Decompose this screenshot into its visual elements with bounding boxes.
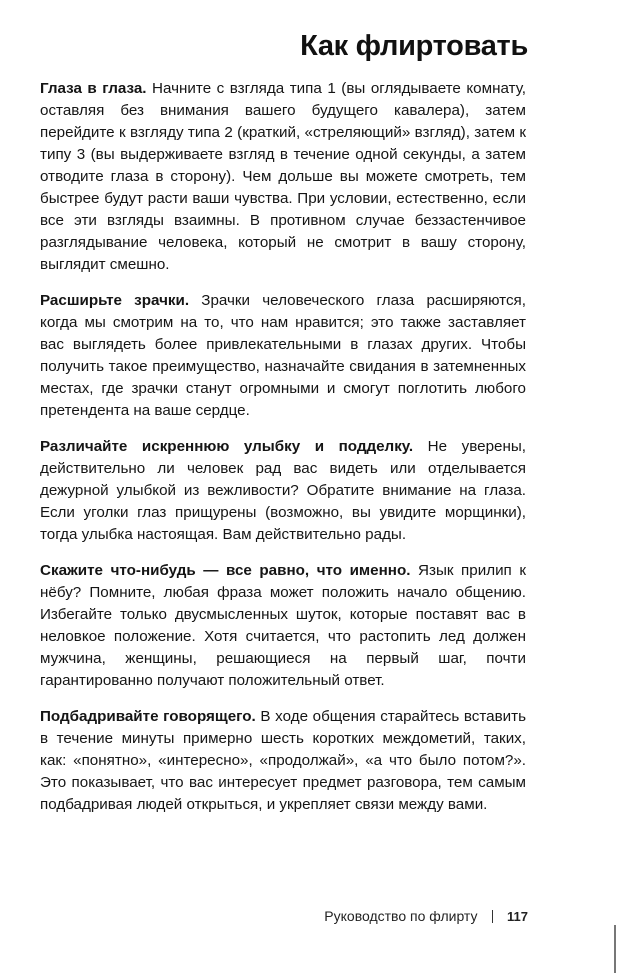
footer-separator [492, 910, 494, 923]
paragraph-encourage [40, 706, 526, 816]
paragraph-lead: Подбадривайте говорящего. [40, 708, 256, 725]
paragraph-text: В ходе общения старайтесь вставить в течение минуты примерно шесть коротких междометий, таких, как: «понятно», «интересно», «продолжай», «а что было потом?». Это показывает, что вас интересует предмет разговора, тем самым подбадривая людей открыться, и укрепляет связи между вами. [40, 708, 526, 813]
paragraph-lead: Расширьте зрачки. [40, 292, 190, 309]
page-title: Как флиртовать [300, 30, 528, 62]
paragraph-text: Начните с взгляда типа 1 (вы оглядываете комнату, оставляя без внимания вашего будущего кавалера), затем перейдите к взгляду типа 2 (краткий, «стреляющий» взгляд), затем к типу 3 (вы выдерживаете взгляд в течение одной секунды, а затем отводите глаза в сторону). Чем дольше вы можете смотреть, тем быстрее будут расти ваши чувства. При условии, естественно, если все эти взгляды взаимны. В противном случае беззастенчивое разглядывание человека, который не смотрит в вашу сторону, выглядит смешно. [40, 80, 526, 273]
paragraph-lead: Различайте искреннюю улыбку и подделку. [40, 438, 414, 455]
page-number: 117 [507, 908, 528, 924]
paragraph-text: Язык прилип к нёбу? Помните, любая фраза может положить начало общению. Избегайте только двусмысленных шуток, которые поставят вас в неловкое положение. Хотя считается, что растопить лед должен мужчина, женщины, решающиеся на первый шаг, почти гарантированно получают положительный ответ. [40, 562, 526, 689]
scan-edge-mark [614, 925, 616, 973]
paragraph-say-something [40, 560, 526, 692]
paragraph-eye-contact [40, 78, 526, 276]
paragraph-text: Не уверены, действительно ли человек рад вас видеть или отделывается дежурной улыбкой из вежливости? Обратите внимание на глаза. Если уголки глаз прищурены (возможно, вы увидите морщинки), тогда улыбка настоящая. Вам действительно рады. [40, 438, 526, 543]
paragraph-smile [40, 436, 526, 546]
running-footer-title: Руководство по флирту [324, 908, 478, 924]
body-text [40, 78, 526, 830]
paragraph-text: Зрачки человеческого глаза расширяются, когда мы смотрим на то, что нам нравится; это также заставляет вас выглядеть более привлекательными в глазах других. Чтобы получить такое преимущество, назначайте свидания в затемненных местах, где зрачки станут огромными и смогут поглотить любого претендента на ваше сердце. [40, 292, 526, 419]
paragraph-lead: Скажите что-нибудь — все равно, что именно. [40, 562, 411, 579]
paragraph-lead: Глаза в глаза. [40, 80, 147, 97]
paragraph-pupils [40, 290, 526, 422]
page-footer [324, 908, 528, 924]
